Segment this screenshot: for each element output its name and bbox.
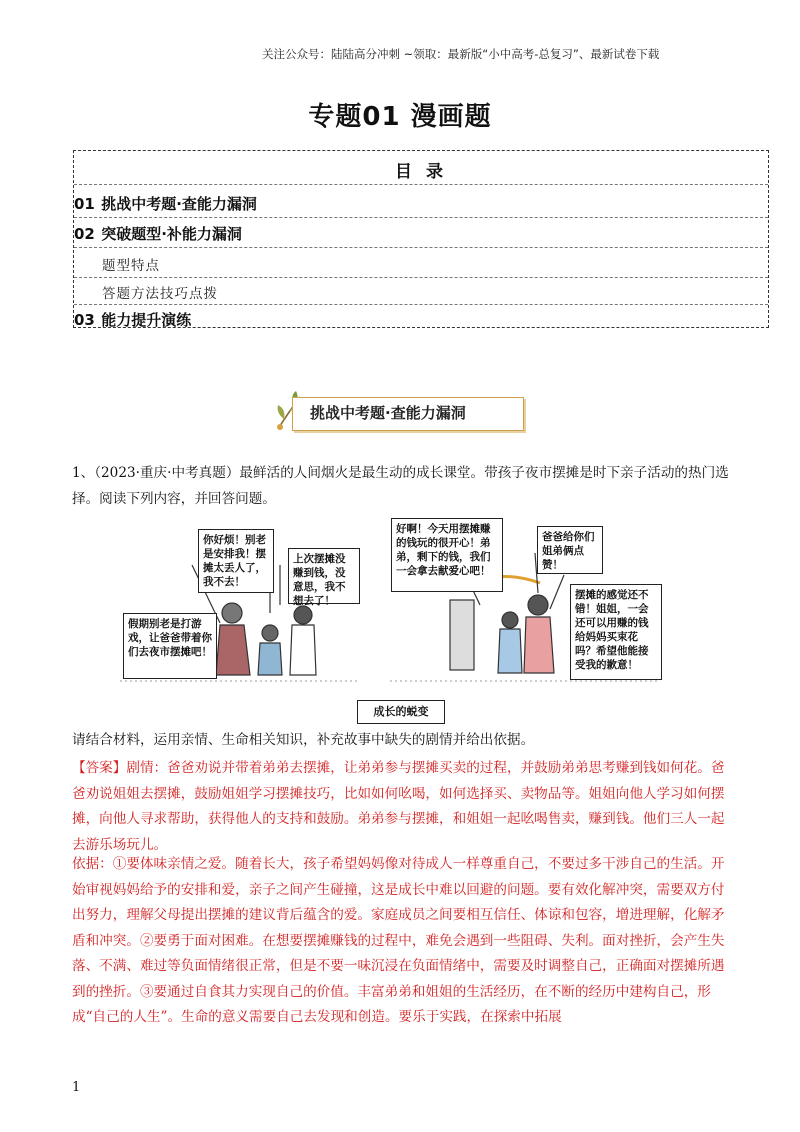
- toc-item-3[interactable]: [74, 309, 191, 330]
- toc-item-2[interactable]: [74, 223, 242, 244]
- toc-item-label: 挑战中考题·查能力漏洞: [101, 195, 257, 213]
- toc-divider: [74, 304, 768, 305]
- comic-bubble-1: 你好烦！别老是安排我！摆摊太丢人了，我不去！: [198, 529, 274, 593]
- toc-item-number: 01: [74, 195, 95, 213]
- comic-bubble-3: 假期别老是打游戏，让爸爸带着你们去夜市摆摊吧！: [123, 613, 217, 679]
- comic-caption: 成长的蜕变: [357, 700, 445, 724]
- table-of-contents: [73, 150, 769, 328]
- page-number: 1: [72, 1080, 81, 1095]
- toc-divider: [74, 247, 768, 248]
- comic-bubble-5: 爸爸给你们姐弟俩点赞！: [537, 526, 603, 574]
- section-banner: [270, 393, 524, 433]
- toc-item-label: 突破题型·补能力漏洞: [101, 225, 242, 243]
- toc-divider: [74, 217, 768, 218]
- question-text: 1、（2023·重庆·中考真题）最鲜活的人间烟火是最生动的成长课堂。带孩子夜市摆摊是时下亲子活动的热门选择。阅读下列内容，并回答问题。: [72, 465, 729, 507]
- banner-title: 挑战中考题·查能力漏洞: [310, 404, 466, 422]
- answer-basis: 依据：①要体味亲情之爱。随着长大，孩子希望妈妈像对待成人一样尊重自己，不要过多干涉自己的生活。开始审视妈妈给予的安排和爱，亲子之间产生碰撞，这是成长中难以回避的问题。要有效化解冲突，需要双方付出努力，理解父母提出摆摊的建议背后蕴含的爱。家庭成员之间要相互信任、体谅和包容，增进理解，化解矛盾和冲突。②要勇于面对困难。在想要摆摊赚钱的过程中，难免会遇到一些阻碍、失利。面对挫折，会产生失落、不满、难过等负面情绪很正常，但是不要一味沉浸在负面情绪中，需要及时调整自己，正确面对摆摊所遇到的挫折。③要通过自食其力实现自己的价值。丰富弟弟和姐姐的生活经历，在不断的经历中建构自己，形成“自己的人生”。生命的意义需要自己去发现和创造。要乐于实践，在探索中拓展: [72, 856, 725, 1025]
- toc-item-label: 能力提升演练: [101, 311, 192, 329]
- toc-item-number: 02: [74, 225, 95, 243]
- comic-illustration: [120, 505, 660, 725]
- toc-divider: [74, 184, 768, 185]
- toc-item-1[interactable]: [74, 193, 257, 214]
- instruction-text: 请结合材料，运用亲情、生命相关知识，补充故事中缺失的剧情并给出依据。: [72, 732, 535, 748]
- toc-item-number: 03: [74, 311, 95, 329]
- toc-heading: 目 录: [395, 162, 447, 182]
- toc-divider: [74, 277, 768, 278]
- comic-bubble-2: 上次摆摊没赚到钱，没意思，我不想去了！: [288, 548, 360, 604]
- answer-plot: 剧情：爸爸劝说并带着弟弟去摆摊，让弟弟参与摆摊买卖的过程，并鼓励弟弟思考赚到钱如何花。爸爸劝说姐姐去摆摊，鼓励姐姐学习摆摊技巧，比如如何吆喝，如何选择买、卖物品等。姐姐向他人学习如何摆摊，向他人寻求帮助，获得他人的支持和鼓励。弟弟参与摆摊，和姐姐一起吆喝售卖，赚到钱。他们三人一起去游乐场玩儿。: [72, 760, 725, 853]
- toc-subitem-2[interactable]: 答题方法技巧点拨: [102, 286, 218, 302]
- header-note: 关注公众号：陆陆高分冲刺 ~领取：最新版“小中高考-总复习”、最新试卷下载: [262, 47, 660, 61]
- document-title: 专题01 漫画题: [308, 102, 492, 132]
- comic-bubble-6: 摆摊的感觉还不错！姐姐，一会还可以用赚的钱给妈妈买束花吗？希望他能接受我的歉意！: [570, 584, 662, 680]
- toc-subitem-1[interactable]: 题型特点: [102, 258, 160, 274]
- answer-tag: 【答案】: [72, 760, 127, 776]
- comic-bubble-4: 好啊！今天用摆摊赚的钱玩的很开心！弟弟，剩下的钱，我们一会拿去献爱心吧！: [391, 518, 503, 592]
- answer-block: [72, 756, 732, 858]
